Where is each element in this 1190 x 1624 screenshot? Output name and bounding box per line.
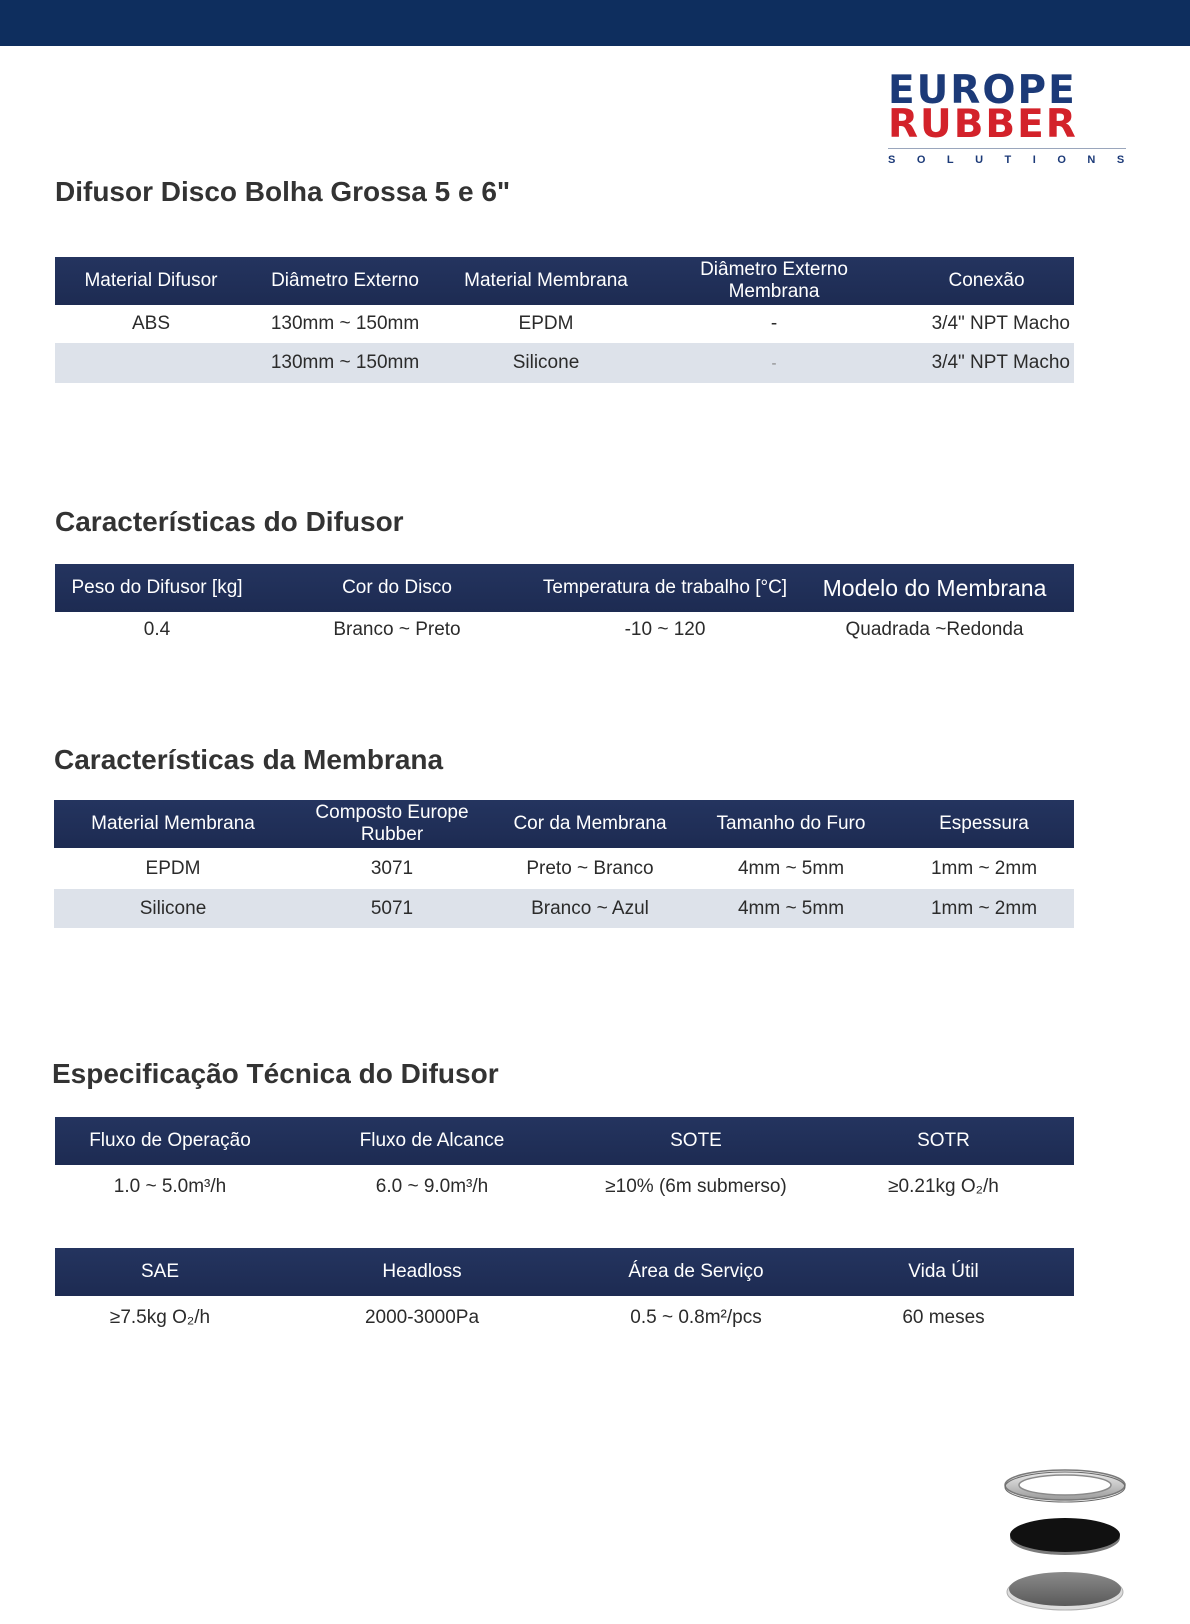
table-cell: 0.5 ~ 0.8m²/pcs bbox=[630, 1307, 762, 1328]
column-header: Peso do Difusor [kg] bbox=[55, 564, 259, 612]
table-cell: 2000-3000Pa bbox=[364, 1307, 480, 1328]
table-row bbox=[55, 305, 1074, 343]
table-difusor bbox=[55, 257, 1074, 383]
column-header: Material Membrana bbox=[54, 800, 292, 848]
section-title-caracteristicas-membrana: Características da Membrana bbox=[54, 744, 444, 775]
table-row bbox=[55, 1165, 1074, 1209]
logo-tagline: SOLUTIONS bbox=[888, 154, 1146, 166]
column-header: Conexão bbox=[899, 257, 1074, 305]
logo-line-europe: EUROPE bbox=[888, 68, 1077, 113]
column-header: Cor do Disco bbox=[259, 564, 535, 612]
column-header: Modelo do Membrana bbox=[795, 564, 1074, 612]
table-row bbox=[54, 848, 1074, 889]
table-row bbox=[55, 343, 1074, 383]
table-cell: Preto ~ Branco bbox=[526, 857, 654, 879]
table-cell: ≥0.21kg O₂/h bbox=[888, 1176, 999, 1197]
table-cell: 4mm ~ 5mm bbox=[688, 889, 894, 928]
table-cell: Branco ~ Azul bbox=[492, 889, 688, 928]
table-cell: 1mm ~ 2mm bbox=[894, 889, 1074, 928]
top-banner bbox=[0, 0, 1190, 46]
column-header: Material Difusor bbox=[55, 257, 247, 305]
table-cell: EPDM bbox=[518, 313, 574, 334]
column-header: Headloss bbox=[265, 1248, 579, 1296]
section-title-especificacao: Especificação Técnica do Difusor bbox=[52, 1058, 499, 1089]
column-header: Vida Útil bbox=[813, 1248, 1074, 1296]
table-cell: 1.0 ~ 5.0m³/h bbox=[113, 1176, 227, 1197]
table-caracteristicas-membrana bbox=[54, 800, 1074, 928]
table-cell: 3/4" NPT Macho bbox=[931, 313, 1070, 334]
column-header: SOTE bbox=[579, 1117, 813, 1165]
retaining-ring-icon bbox=[1005, 1470, 1125, 1502]
column-header: Fluxo de Operação bbox=[55, 1117, 285, 1165]
column-header: Espessura bbox=[894, 800, 1074, 848]
table-cell: 130mm ~ 150mm bbox=[270, 313, 420, 334]
table-cell: -10 ~ 120 bbox=[624, 619, 706, 640]
table-cell: - bbox=[770, 313, 778, 334]
logo-line-rubber: RUBBER bbox=[888, 102, 1078, 147]
table-cell: 1mm ~ 2mm bbox=[930, 857, 1038, 879]
table-cell: - bbox=[649, 343, 899, 383]
column-header: Temperatura de trabalho [°C] bbox=[535, 564, 795, 612]
table-cell: EPDM bbox=[145, 857, 201, 879]
table-cell: 6.0 ~ 9.0m³/h bbox=[375, 1176, 489, 1197]
table-cell bbox=[55, 343, 247, 383]
table-cell: ABS bbox=[131, 313, 171, 334]
column-header: Tamanho do Furo bbox=[688, 800, 894, 848]
section-title-difusor: Difusor Disco Bolha Grossa 5 e 6" bbox=[55, 176, 511, 207]
table-header-row bbox=[55, 257, 1074, 305]
table-cell: 60 meses bbox=[902, 1307, 985, 1328]
table-cell: 4mm ~ 5mm bbox=[737, 857, 845, 879]
table-cell: 5071 bbox=[292, 889, 492, 928]
table-header-row bbox=[54, 800, 1074, 848]
membrane-disc-icon bbox=[1010, 1518, 1120, 1555]
table-especificacao-a bbox=[55, 1117, 1074, 1209]
section-title-caracteristicas-difusor: Características do Difusor bbox=[55, 506, 404, 537]
table-especificacao-b bbox=[55, 1248, 1074, 1340]
table-row bbox=[55, 1296, 1074, 1340]
table-caracteristicas-difusor bbox=[55, 564, 1074, 648]
column-header: Diâmetro Externo bbox=[247, 257, 443, 305]
column-header: Material Membrana bbox=[443, 257, 649, 305]
table-cell: Branco ~ Preto bbox=[333, 619, 461, 640]
logo-divider bbox=[888, 148, 1126, 149]
column-header: Composto Europe Rubber bbox=[292, 800, 492, 848]
column-header: Diâmetro Externo Membrana bbox=[649, 257, 899, 305]
table-cell: 3071 bbox=[370, 857, 414, 879]
table-row bbox=[55, 612, 1074, 648]
diffuser-base-icon bbox=[1007, 1572, 1123, 1610]
table-cell: ≥10% (6m submerso) bbox=[605, 1176, 787, 1197]
table-cell: 130mm ~ 150mm bbox=[247, 343, 443, 383]
table-cell: 0.4 bbox=[143, 619, 171, 640]
table-cell: Quadrada ~Redonda bbox=[845, 619, 1024, 640]
column-header: SOTR bbox=[813, 1117, 1074, 1165]
table-cell: Silicone bbox=[443, 343, 649, 383]
table-cell: ≥7.5kg O₂/h bbox=[109, 1307, 211, 1328]
table-row bbox=[54, 889, 1074, 928]
table-header-row bbox=[55, 564, 1074, 612]
column-header: Cor da Membrana bbox=[492, 800, 688, 848]
diffuser-disc-exploded-icon bbox=[1000, 1465, 1130, 1617]
table-cell: 3/4" NPT Macho bbox=[899, 343, 1074, 383]
table-cell: Silicone bbox=[54, 889, 292, 928]
table-header-row bbox=[55, 1248, 1074, 1296]
table-header-row bbox=[55, 1117, 1074, 1165]
column-header: SAE bbox=[55, 1248, 265, 1296]
europe-rubber-logo bbox=[888, 68, 1146, 172]
column-header: Fluxo de Alcance bbox=[285, 1117, 579, 1165]
column-header: Área de Serviço bbox=[579, 1248, 813, 1296]
